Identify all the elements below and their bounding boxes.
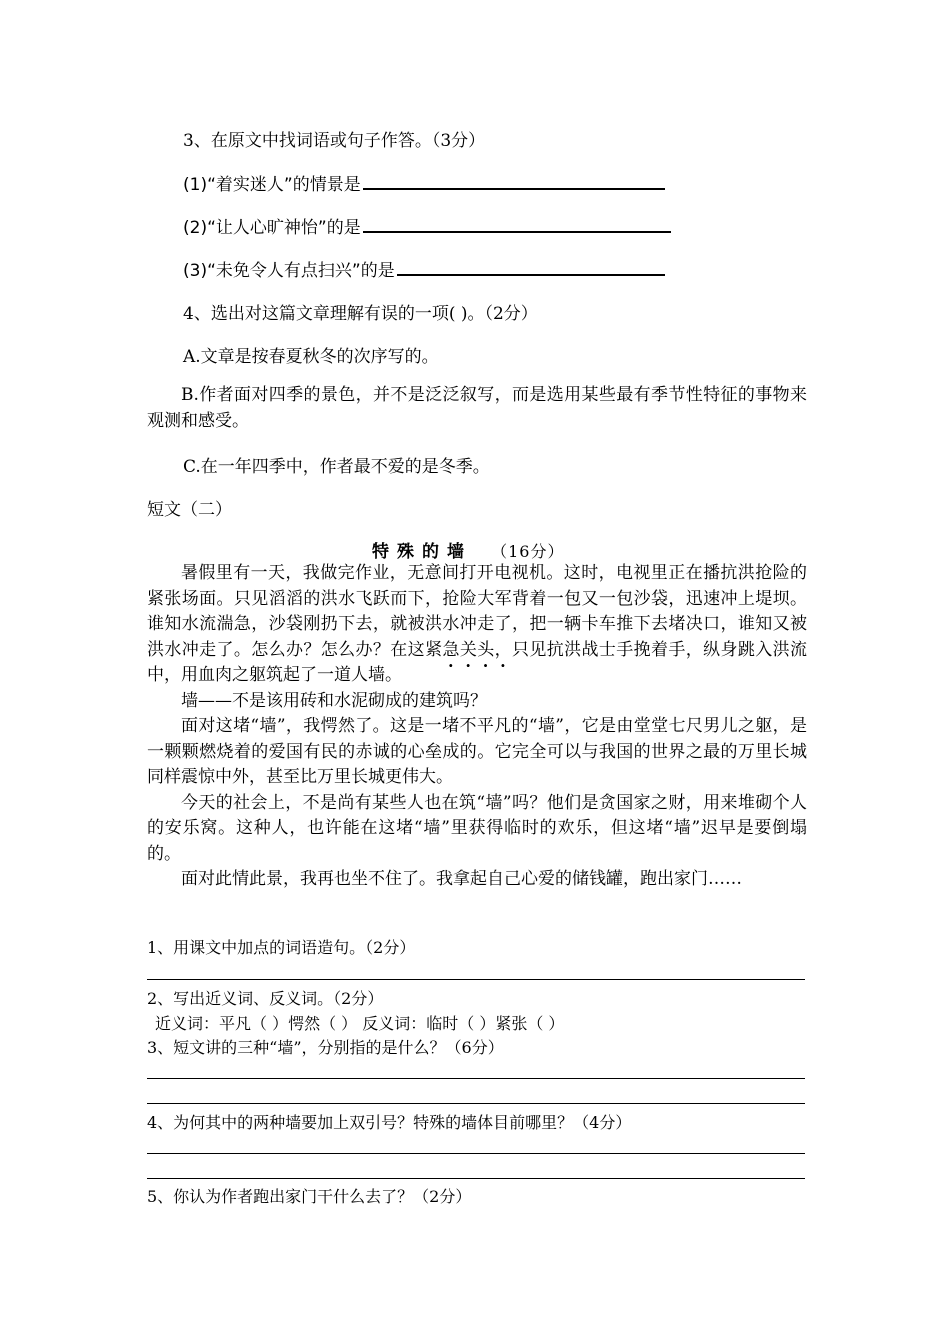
passage-paragraph-1 [147, 561, 807, 689]
question-4-heading: 4、选出对这篇文章理解有误的一项( )。（2分） [183, 304, 538, 324]
answer-line[interactable] [147, 1153, 805, 1154]
question-3-2-label: (2)“让人心旷神怡”的是 [183, 218, 361, 238]
question-2: 2、写出近义词、反义词。（2分） [147, 989, 384, 1008]
paragraph-1-text-b: ，只见抗洪战士手挽着手，纵身跳入洪流中，用血肉之躯筑起了一道人墙。 [147, 639, 808, 685]
question-3-1 [183, 170, 665, 195]
question-4: 4、为何其中的两种墙要加上双引号？特殊的墙体目前哪里？（4分） [147, 1113, 632, 1132]
answer-line[interactable] [147, 979, 805, 980]
question-3-2 [183, 213, 671, 238]
answer-line[interactable] [147, 1103, 805, 1104]
question-3-3-label: (3)“未免令人有点扫兴”的是 [183, 261, 395, 281]
question-5: 5、你认为作者跑出家门干什么去了？（2分） [147, 1187, 472, 1206]
question-2-blanks[interactable]: 近义词：平凡（ ）愕然（ ） 反义词：临时（ ）紧张（ ） [155, 1014, 565, 1033]
answer-line[interactable] [147, 1178, 805, 1179]
question-1: 1、用课文中加点的词语造句。（2分） [147, 938, 416, 957]
option-a: A.文章是按春夏秋冬的次序写的。 [183, 347, 439, 367]
passage-title-line [372, 537, 564, 562]
question-3: 3、短文讲的三种“墙”，分别指的是什么？（6分） [147, 1038, 504, 1057]
answer-line[interactable] [147, 1078, 805, 1079]
dotted-phrase: 紧急关头 [425, 639, 495, 660]
passage-body [147, 561, 807, 893]
answer-blank[interactable] [363, 174, 665, 190]
passage-score: （16分） [491, 542, 565, 561]
option-b [147, 382, 807, 434]
option-b-text: B.作者面对四季的景色，并不是泛泛叙写，而是选用某些最有季节性特征的事物来观测和感受。 [147, 385, 807, 431]
paragraph-1-text-a: 暑假里有一天，我做完作业，无意间打开电视机。这时，电视里正在播抗洪抢险的紧张场面。只见滔滔的洪水飞跃而下，抢险大军背着一包又一包沙袋，迅速冲上堤坝。谁知水流湍急，沙袋刚扔下去，就被洪水冲走了，把一辆卡车推下去堵决口，谁知又被洪水冲走了。怎么办？怎么办？在这 [147, 563, 807, 660]
answer-blank[interactable] [363, 217, 671, 233]
answer-blank[interactable] [397, 260, 665, 276]
passage-paragraph-2: 墙——不是该用砖和水泥砌成的建筑吗？ [181, 690, 487, 711]
question-3-heading: 3、在原文中找词语或句子作答。（3分） [183, 131, 486, 151]
question-3-3 [183, 256, 665, 281]
section-heading: 短文（二） [147, 500, 232, 520]
question-3-1-label: (1)“着实迷人”的情景是 [183, 175, 361, 195]
passage-title: 特殊的墙 [372, 542, 472, 562]
passage-paragraph-5: 面对此情此景，我再也坐不住了。我拿起自己心爱的储钱罐，跑出家门…… [181, 869, 742, 889]
option-c: C.在一年四季中，作者最不爱的是冬季。 [183, 457, 490, 477]
passage-paragraph-4: 今天的社会上，不是尚有某些人也在筑“墙”吗？他们是贪国家之财，用来堆砌个人的安乐窝。这种人，也许能在这堵“墙”里获得临时的欢乐，但这堵“墙”迟早是要倒塌的。 [147, 792, 807, 864]
passage-paragraph-3: 面对这堵“墙”，我愕然了。这是一堵不平凡的“墙”，它是由堂堂七尺男儿之躯，是一颗颗燃烧着的爱国有民的赤诚的心垒成的。它完全可以与我国的世界之最的万里长城同样震惊中外，甚至比万里长城更伟大。 [147, 716, 807, 787]
